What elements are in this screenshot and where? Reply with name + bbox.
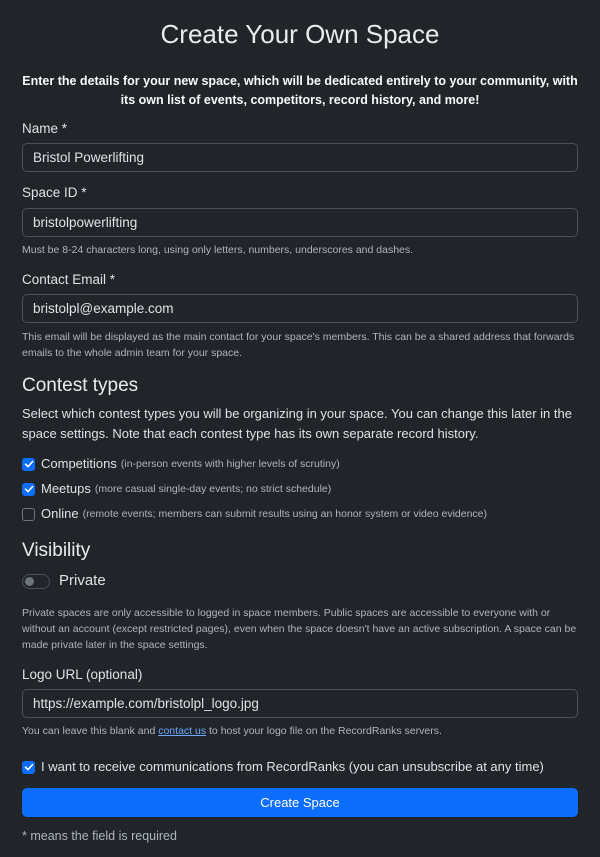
meetups-note: (more casual single-day events; no strict schedule) (94, 483, 332, 495)
online-checkbox[interactable] (22, 508, 35, 521)
meetups-label: Meetups (41, 481, 91, 496)
name-input[interactable]: Bristol Powerlifting (22, 143, 578, 172)
logo-url-help (22, 723, 442, 739)
contest-type-meetups[interactable] (22, 480, 331, 498)
visibility-heading: Visibility (22, 540, 91, 561)
logo-url-input[interactable]: https://example.com/bristolpl_logo.jpg (22, 689, 578, 718)
communications-checkbox[interactable] (22, 761, 35, 774)
contact-email-help: This email will be displayed as the main contact for your space's members. This can be a shared address that forwards emails to the whole admin team for your space. (22, 331, 575, 359)
online-note: (remote events; members can submit results using an honor system or video evidence) (82, 508, 488, 520)
visibility-help: Private spaces are only accessible to logged in space members. Public spaces are accessible to everyone with or without an account (except restricted pages), even when the space doesn't have an active subscription. A space can be made private later in the space settings. (22, 607, 577, 651)
toggle-knob (25, 577, 34, 586)
create-space-button[interactable]: Create Space (22, 788, 578, 817)
checkmark-icon (24, 762, 34, 772)
page-title: Create Your Own Space (160, 19, 440, 49)
required-note: * means the field is required (22, 829, 177, 843)
space-id-input[interactable]: bristolpowerlifting (22, 208, 578, 237)
communications-label: I want to receive communications from RecordRanks (you can unsubscribe at any time) (41, 759, 544, 774)
private-toggle-label: Private (59, 572, 106, 589)
space-id-help: Must be 8-24 characters long, using only letters, numbers, underscores and dashes. (22, 244, 414, 256)
contest-types-description: Select which contest types you will be organizing in your space. You can change this later in the space settings. Note that each contest type has its own separate record history. (22, 406, 572, 441)
create-space-form (22, 0, 578, 843)
private-toggle[interactable] (22, 574, 50, 589)
logo-help-text-before: You can leave this blank and (22, 725, 156, 737)
meetups-checkbox[interactable] (22, 483, 35, 496)
page-intro: Enter the details for your new space, which will be dedicated entirely to your community, with its own list of events, competitors, record history, and more! (22, 74, 578, 107)
contact-us-link[interactable]: contact us (158, 725, 207, 737)
name-label: Name * (22, 121, 68, 136)
space-id-label: Space ID * (22, 185, 87, 200)
checkmark-icon (24, 484, 34, 494)
contest-type-competitions[interactable] (22, 455, 340, 473)
logo-url-label: Logo URL (optional) (22, 667, 143, 682)
competitions-label: Competitions (41, 456, 117, 471)
contest-types-heading: Contest types (22, 375, 139, 396)
contact-email-input[interactable]: bristolpl@example.com (22, 294, 578, 323)
online-label: Online (41, 506, 79, 521)
competitions-checkbox[interactable] (22, 458, 35, 471)
competitions-note: (in-person events with higher levels of scrutiny) (120, 458, 340, 470)
contest-type-online[interactable] (22, 505, 487, 523)
logo-help-text-after: to host your logo file on the RecordRanks servers. (209, 725, 442, 737)
contact-email-label: Contact Email * (22, 272, 116, 287)
checkmark-icon (24, 459, 34, 469)
private-toggle-row[interactable] (22, 572, 106, 590)
communications-opt-in[interactable] (22, 758, 544, 776)
